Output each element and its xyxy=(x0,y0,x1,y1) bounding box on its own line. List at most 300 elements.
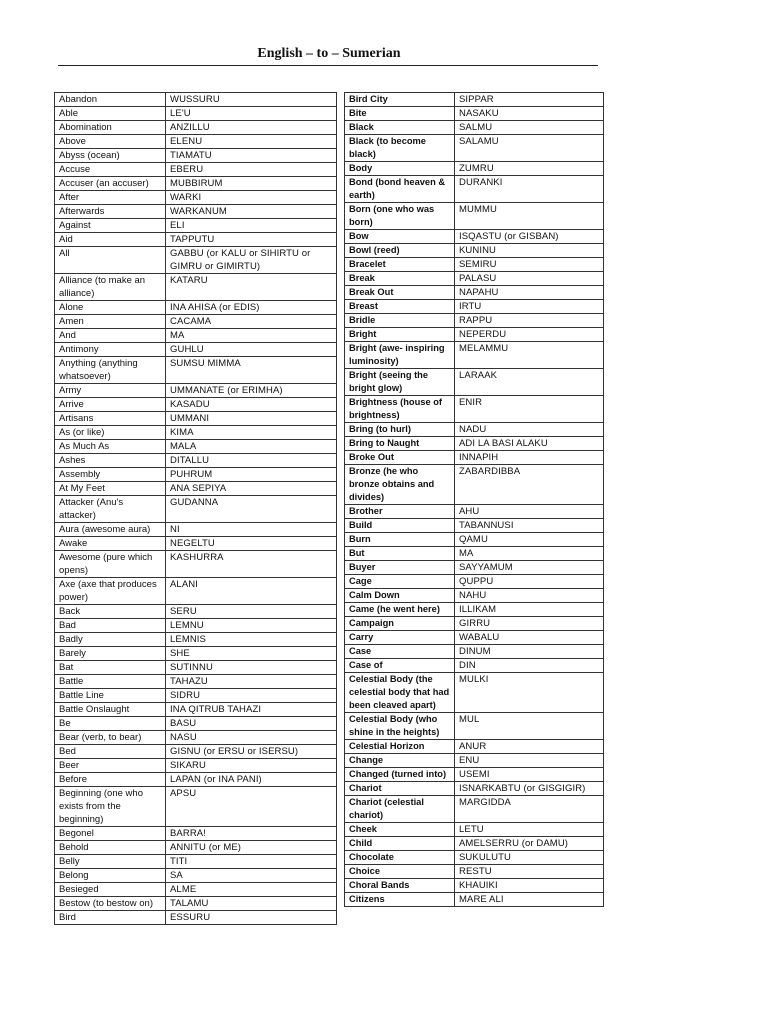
english-word: Bad xyxy=(55,619,166,633)
table-row xyxy=(345,754,604,768)
table-row xyxy=(55,177,337,191)
sumerian-word: SIDRU xyxy=(166,689,337,703)
sumerian-word: UMMANI xyxy=(166,412,337,426)
english-word: Bright (awe- inspiring luminosity) xyxy=(345,342,455,369)
table-row xyxy=(55,219,337,233)
english-word: After xyxy=(55,191,166,205)
sumerian-word: GIRRU xyxy=(455,617,604,631)
table-row xyxy=(55,911,337,925)
table-row xyxy=(55,233,337,247)
sumerian-word: TAHAZU xyxy=(166,675,337,689)
sumerian-word: LETU xyxy=(455,823,604,837)
sumerian-word: KASADU xyxy=(166,398,337,412)
sumerian-word: WUSSURU xyxy=(166,93,337,107)
english-word: At My Feet xyxy=(55,482,166,496)
english-word: Citizens xyxy=(345,893,455,907)
english-word: Bite xyxy=(345,107,455,121)
sumerian-word: SUTINNU xyxy=(166,661,337,675)
sumerian-word: MUMMU xyxy=(455,203,604,230)
sumerian-word: WABALU xyxy=(455,631,604,645)
table-row xyxy=(55,869,337,883)
sumerian-word: ANA SEPIYA xyxy=(166,482,337,496)
english-word: Brightness (house of brightness) xyxy=(345,396,455,423)
english-word: Break Out xyxy=(345,286,455,300)
sumerian-word: ANZILLU xyxy=(166,121,337,135)
sumerian-word: NEGELTU xyxy=(166,537,337,551)
sumerian-word: PUHRUM xyxy=(166,468,337,482)
table-row xyxy=(55,897,337,911)
table-row xyxy=(55,551,337,578)
sumerian-word: QUPPU xyxy=(455,575,604,589)
english-word: Accuse xyxy=(55,163,166,177)
vocab-table-left xyxy=(54,92,337,925)
english-word: Badly xyxy=(55,633,166,647)
table-row xyxy=(345,396,604,423)
sumerian-word: MARGIDDA xyxy=(455,796,604,823)
english-word: Bright xyxy=(345,328,455,342)
table-row xyxy=(55,787,337,827)
table-row xyxy=(345,258,604,272)
english-word: Aura (awesome aura) xyxy=(55,523,166,537)
english-word: And xyxy=(55,329,166,343)
table-row xyxy=(345,645,604,659)
table-row xyxy=(345,575,604,589)
table-row xyxy=(345,851,604,865)
sumerian-word: UMMANATE (or ERIMHA) xyxy=(166,384,337,398)
table-row xyxy=(345,423,604,437)
sumerian-word: BASU xyxy=(166,717,337,731)
vocab-table-right xyxy=(344,92,604,907)
table-row xyxy=(345,782,604,796)
table-row xyxy=(55,759,337,773)
sumerian-word: NASAKU xyxy=(455,107,604,121)
english-word: Afterwards xyxy=(55,205,166,219)
english-word: Chariot xyxy=(345,782,455,796)
english-word: Brother xyxy=(345,505,455,519)
table-row xyxy=(345,369,604,396)
sumerian-word: MUL xyxy=(455,713,604,740)
english-word: Celestial Horizon xyxy=(345,740,455,754)
english-word: Amen xyxy=(55,315,166,329)
english-word: Bestow (to bestow on) xyxy=(55,897,166,911)
sumerian-word: GUHLU xyxy=(166,343,337,357)
table-row xyxy=(55,717,337,731)
table-row xyxy=(55,827,337,841)
table-row xyxy=(345,589,604,603)
table-row xyxy=(55,343,337,357)
sumerian-word: MALA xyxy=(166,440,337,454)
english-word: Barely xyxy=(55,647,166,661)
table-row xyxy=(345,176,604,203)
table-row xyxy=(345,796,604,823)
english-word: Artisans xyxy=(55,412,166,426)
table-row xyxy=(345,879,604,893)
sumerian-word: LAPAN (or INA PANI) xyxy=(166,773,337,787)
table-row xyxy=(345,286,604,300)
sumerian-word: MULKI xyxy=(455,673,604,713)
sumerian-word: TITI xyxy=(166,855,337,869)
table-row xyxy=(345,547,604,561)
english-word: Cheek xyxy=(345,823,455,837)
table-row xyxy=(55,301,337,315)
english-word: Changed (turned into) xyxy=(345,768,455,782)
table-row xyxy=(55,482,337,496)
sumerian-word: RAPPU xyxy=(455,314,604,328)
sumerian-word: TIAMATU xyxy=(166,149,337,163)
sumerian-word: USEMI xyxy=(455,768,604,782)
sumerian-word: SEMIRU xyxy=(455,258,604,272)
english-word: Buyer xyxy=(345,561,455,575)
table-row xyxy=(55,537,337,551)
sumerian-word: ANNITU (or ME) xyxy=(166,841,337,855)
table-row xyxy=(55,633,337,647)
english-word: Bring to Naught xyxy=(345,437,455,451)
english-word: Bear (verb, to bear) xyxy=(55,731,166,745)
english-word: Celestial Body (who shine in the heights) xyxy=(345,713,455,740)
english-word: Case of xyxy=(345,659,455,673)
table-row xyxy=(55,689,337,703)
english-word: Bright (seeing the bright glow) xyxy=(345,369,455,396)
english-word: All xyxy=(55,247,166,274)
english-word: Cage xyxy=(345,575,455,589)
sumerian-word: ENIR xyxy=(455,396,604,423)
english-word: Alone xyxy=(55,301,166,315)
english-word: Abandon xyxy=(55,93,166,107)
english-word: Bond (bond heaven & earth) xyxy=(345,176,455,203)
sumerian-word: ALME xyxy=(166,883,337,897)
sumerian-word: ZABARDIBBA xyxy=(455,465,604,505)
table-row xyxy=(345,823,604,837)
english-word: Build xyxy=(345,519,455,533)
english-word: Bat xyxy=(55,661,166,675)
sumerian-word: WARKANUM xyxy=(166,205,337,219)
page-title: English – to – Sumerian xyxy=(257,46,401,61)
table-row xyxy=(55,93,337,107)
english-word: Case xyxy=(345,645,455,659)
table-row xyxy=(55,135,337,149)
table-row xyxy=(345,659,604,673)
english-word: Back xyxy=(55,605,166,619)
english-word: Above xyxy=(55,135,166,149)
sumerian-word: SALAMU xyxy=(455,135,604,162)
english-word: Bronze (he who bronze obtains and divides) xyxy=(345,465,455,505)
sumerian-word: ELI xyxy=(166,219,337,233)
english-word: Breast xyxy=(345,300,455,314)
english-word: As (or like) xyxy=(55,426,166,440)
english-word: Bird xyxy=(55,911,166,925)
english-word: Axe (axe that produces power) xyxy=(55,578,166,605)
english-word: Burn xyxy=(345,533,455,547)
table-row xyxy=(345,272,604,286)
table-row xyxy=(55,412,337,426)
table-row xyxy=(55,398,337,412)
english-word: Bridle xyxy=(345,314,455,328)
table-row xyxy=(55,773,337,787)
sumerian-word: GABBU (or KALU or SIHIRTU or GIMRU or GIMIRTU) xyxy=(166,247,337,274)
english-word: Abomination xyxy=(55,121,166,135)
sumerian-word: DURANKI xyxy=(455,176,604,203)
english-word: Broke Out xyxy=(345,451,455,465)
english-word: Before xyxy=(55,773,166,787)
english-word: Accuser (an accuser) xyxy=(55,177,166,191)
sumerian-word: MELAMMU xyxy=(455,342,604,369)
english-word: Bring (to hurl) xyxy=(345,423,455,437)
sumerian-word: ELENU xyxy=(166,135,337,149)
table-row xyxy=(345,768,604,782)
sumerian-word: KIMA xyxy=(166,426,337,440)
english-word: Choice xyxy=(345,865,455,879)
sumerian-word: SAYYAMUM xyxy=(455,561,604,575)
sumerian-word: ENU xyxy=(455,754,604,768)
table-row xyxy=(345,93,604,107)
english-word: Abyss (ocean) xyxy=(55,149,166,163)
table-row xyxy=(55,107,337,121)
sumerian-word: APSU xyxy=(166,787,337,827)
sumerian-word: SALMU xyxy=(455,121,604,135)
sumerian-word: SERU xyxy=(166,605,337,619)
table-row xyxy=(345,465,604,505)
table-row xyxy=(55,440,337,454)
table-row xyxy=(345,314,604,328)
english-word: Battle xyxy=(55,675,166,689)
sumerian-word: ISNARKABTU (or GISGIGIR) xyxy=(455,782,604,796)
sumerian-word: NASU xyxy=(166,731,337,745)
english-word: Black xyxy=(345,121,455,135)
english-word: Behold xyxy=(55,841,166,855)
sumerian-word: PALASU xyxy=(455,272,604,286)
title-rule xyxy=(58,65,598,66)
sumerian-word: TALAMU xyxy=(166,897,337,911)
sumerian-word: TAPPUTU xyxy=(166,233,337,247)
sumerian-word: ISQASTU (or GISBAN) xyxy=(455,230,604,244)
english-word: Chocolate xyxy=(345,851,455,865)
english-word: Bowl (reed) xyxy=(345,244,455,258)
sumerian-word: NI xyxy=(166,523,337,537)
english-word: Belly xyxy=(55,855,166,869)
table-row xyxy=(55,661,337,675)
english-word: Came (he went here) xyxy=(345,603,455,617)
table-row xyxy=(55,883,337,897)
english-word: Able xyxy=(55,107,166,121)
english-word: Body xyxy=(345,162,455,176)
sumerian-word: TABANNUSI xyxy=(455,519,604,533)
english-word: Arrive xyxy=(55,398,166,412)
sumerian-word: EBERU xyxy=(166,163,337,177)
sumerian-word: ILLIKAM xyxy=(455,603,604,617)
english-word: Assembly xyxy=(55,468,166,482)
table-row xyxy=(55,523,337,537)
english-word: Choral Bands xyxy=(345,879,455,893)
table-row xyxy=(345,300,604,314)
sumerian-word: DIN xyxy=(455,659,604,673)
table-row xyxy=(55,619,337,633)
table-row xyxy=(55,384,337,398)
english-word: Awake xyxy=(55,537,166,551)
sumerian-word: LARAAK xyxy=(455,369,604,396)
table-row xyxy=(345,342,604,369)
table-row xyxy=(345,617,604,631)
table-row xyxy=(345,505,604,519)
table-row xyxy=(55,841,337,855)
sumerian-word: SUMSU MIMMA xyxy=(166,357,337,384)
english-word: Celestial Body (the celestial body that had been cleaved apart) xyxy=(345,673,455,713)
table-row xyxy=(55,247,337,274)
english-word: Carry xyxy=(345,631,455,645)
english-word: As Much As xyxy=(55,440,166,454)
sumerian-word: ZUMRU xyxy=(455,162,604,176)
sumerian-word: NADU xyxy=(455,423,604,437)
sumerian-word: INA AHISA (or EDIS) xyxy=(166,301,337,315)
english-word: Break xyxy=(345,272,455,286)
table-row xyxy=(55,578,337,605)
table-row xyxy=(345,713,604,740)
table-row xyxy=(55,855,337,869)
english-word: Ashes xyxy=(55,454,166,468)
english-word: Born (one who was born) xyxy=(345,203,455,230)
table-row xyxy=(55,205,337,219)
sumerian-word: CACAMA xyxy=(166,315,337,329)
table-row xyxy=(345,893,604,907)
english-word: Campaign xyxy=(345,617,455,631)
table-row xyxy=(55,274,337,301)
table-row xyxy=(345,603,604,617)
sumerian-word: ADI LA BASI ALAKU xyxy=(455,437,604,451)
english-word: Beginning (one who exists from the beginning) xyxy=(55,787,166,827)
table-row xyxy=(55,647,337,661)
table-row xyxy=(345,135,604,162)
sumerian-word: KUNINU xyxy=(455,244,604,258)
table-row xyxy=(55,468,337,482)
english-word: Battle Onslaught xyxy=(55,703,166,717)
table-row xyxy=(55,745,337,759)
english-word: Attacker (Anu's attacker) xyxy=(55,496,166,523)
english-word: Bed xyxy=(55,745,166,759)
sumerian-word: NAHU xyxy=(455,589,604,603)
sumerian-word: KHAUIKI xyxy=(455,879,604,893)
sumerian-word: LEMNU xyxy=(166,619,337,633)
table-row xyxy=(345,162,604,176)
sumerian-word: DITALLU xyxy=(166,454,337,468)
sumerian-word: SUKULUTU xyxy=(455,851,604,865)
sumerian-word: MARE ALI xyxy=(455,893,604,907)
sumerian-word: NAPAHU xyxy=(455,286,604,300)
sumerian-word: MA xyxy=(166,329,337,343)
sumerian-word: ALANI xyxy=(166,578,337,605)
english-word: Alliance (to make an alliance) xyxy=(55,274,166,301)
table-row xyxy=(55,454,337,468)
table-row xyxy=(55,605,337,619)
table-row xyxy=(345,561,604,575)
sumerian-word: INA QITRUB TAHAZI xyxy=(166,703,337,717)
sumerian-word: SIKARU xyxy=(166,759,337,773)
sumerian-word: IRTU xyxy=(455,300,604,314)
english-word: Be xyxy=(55,717,166,731)
table-row xyxy=(345,631,604,645)
english-word: Against xyxy=(55,219,166,233)
table-row xyxy=(345,121,604,135)
english-word: Child xyxy=(345,837,455,851)
sumerian-word: AMELSERRU (or DAMU) xyxy=(455,837,604,851)
table-row xyxy=(345,837,604,851)
table-row xyxy=(345,451,604,465)
table-row xyxy=(55,357,337,384)
english-word: Belong xyxy=(55,869,166,883)
table-row xyxy=(345,740,604,754)
english-word: Aid xyxy=(55,233,166,247)
table-row xyxy=(345,865,604,879)
sumerian-word: KASHURRA xyxy=(166,551,337,578)
sumerian-word: LE'U xyxy=(166,107,337,121)
table-row xyxy=(345,328,604,342)
english-word: Black (to become black) xyxy=(345,135,455,162)
sumerian-word: SA xyxy=(166,869,337,883)
english-word: Anything (anything whatsoever) xyxy=(55,357,166,384)
english-word: Chariot (celestial chariot) xyxy=(345,796,455,823)
english-word: Antimony xyxy=(55,343,166,357)
sumerian-word: BARRA! xyxy=(166,827,337,841)
sumerian-word: AHU xyxy=(455,505,604,519)
table-row xyxy=(345,230,604,244)
sumerian-word: ANUR xyxy=(455,740,604,754)
english-word: But xyxy=(345,547,455,561)
sumerian-word: ESSURU xyxy=(166,911,337,925)
table-row xyxy=(55,163,337,177)
english-word: Battle Line xyxy=(55,689,166,703)
table-row xyxy=(55,426,337,440)
table-row xyxy=(55,675,337,689)
table-row xyxy=(345,533,604,547)
sumerian-word: QAMU xyxy=(455,533,604,547)
table-row xyxy=(55,329,337,343)
table-row xyxy=(55,149,337,163)
table-row xyxy=(55,191,337,205)
table-row xyxy=(55,121,337,135)
english-word: Besieged xyxy=(55,883,166,897)
table-row xyxy=(345,519,604,533)
english-word: Bow xyxy=(345,230,455,244)
sumerian-word: MA xyxy=(455,547,604,561)
english-word: Bracelet xyxy=(345,258,455,272)
english-word: Calm Down xyxy=(345,589,455,603)
english-word: Change xyxy=(345,754,455,768)
sumerian-word: GUDANNA xyxy=(166,496,337,523)
sumerian-word: LEMNIS xyxy=(166,633,337,647)
sumerian-word: RESTU xyxy=(455,865,604,879)
sumerian-word: SIPPAR xyxy=(455,93,604,107)
table-row xyxy=(55,496,337,523)
english-word: Beer xyxy=(55,759,166,773)
table-row xyxy=(345,673,604,713)
table-row xyxy=(55,731,337,745)
table-row xyxy=(345,203,604,230)
english-word: Awesome (pure which opens) xyxy=(55,551,166,578)
table-row xyxy=(55,315,337,329)
sumerian-word: MUBBIRUM xyxy=(166,177,337,191)
sumerian-word: GISNU (or ERSU or ISERSU) xyxy=(166,745,337,759)
english-word: Bird City xyxy=(345,93,455,107)
sumerian-word: WARKI xyxy=(166,191,337,205)
sumerian-word: SHE xyxy=(166,647,337,661)
english-word: Army xyxy=(55,384,166,398)
sumerian-word: INNAPIH xyxy=(455,451,604,465)
english-word: Begonel xyxy=(55,827,166,841)
table-row xyxy=(345,437,604,451)
table-row xyxy=(345,244,604,258)
table-row xyxy=(55,703,337,717)
sumerian-word: DINUM xyxy=(455,645,604,659)
table-row xyxy=(345,107,604,121)
sumerian-word: KATARU xyxy=(166,274,337,301)
